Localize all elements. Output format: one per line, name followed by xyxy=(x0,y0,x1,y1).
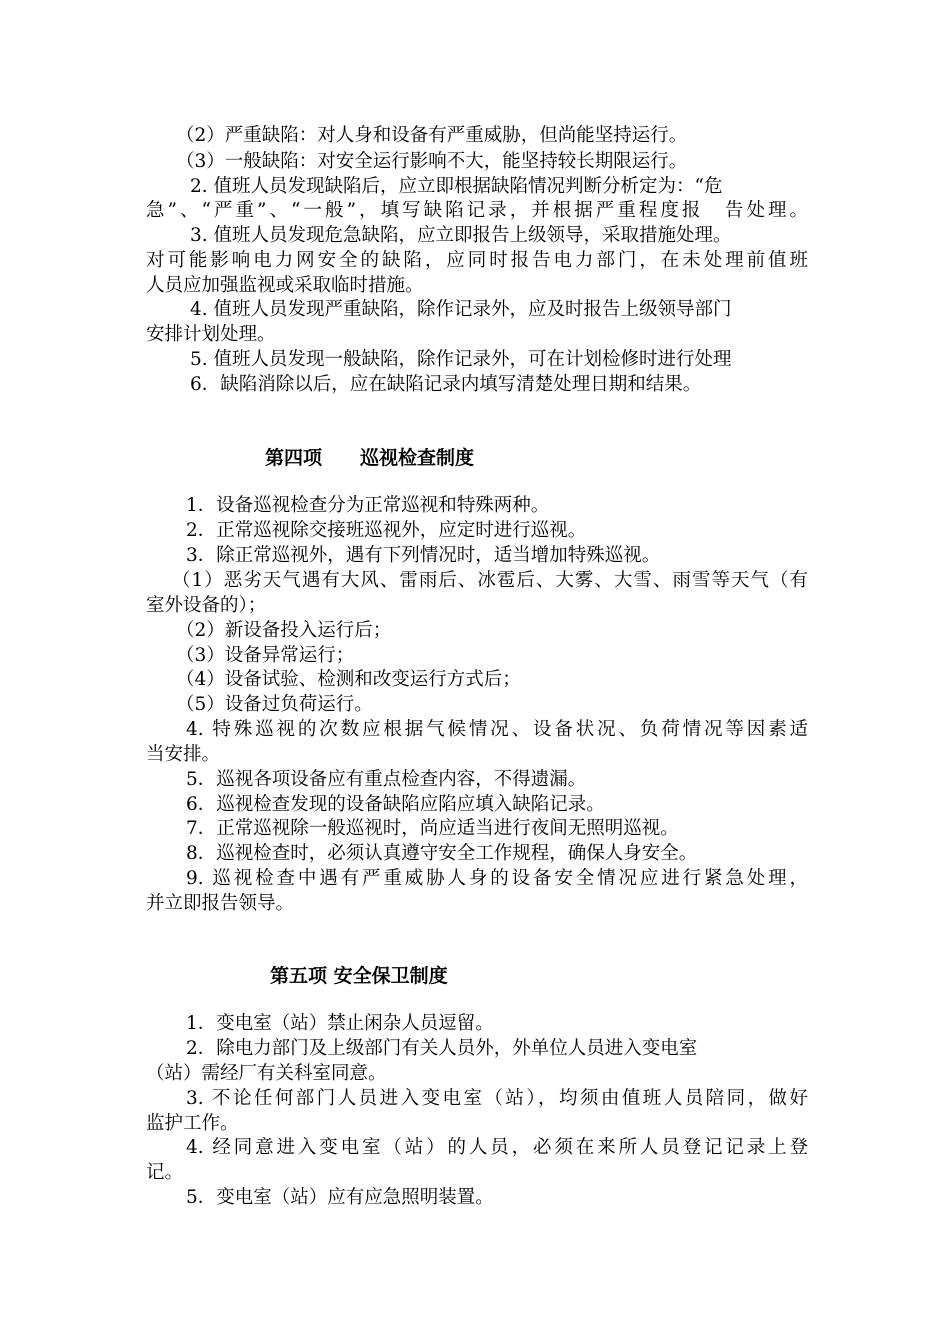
section-4-line-10: 4. 特殊巡视的次数应根据气候情况、设备状况、负荷情况等因素适 xyxy=(186,719,808,740)
section-5-line-4: 3. 不论任何部门人员进入变电室（站），均须由值班人员陪同，做好 xyxy=(186,1088,808,1109)
section-4-line-13: 6．巡视检查发现的设备缺陷应陷应填入缺陷记录。 xyxy=(186,794,605,815)
defect-line-8: 4. 值班人员发现严重缺陷，除作记录外，应及时报告上级领导部门 xyxy=(190,299,732,320)
section-5-line-8: 5．变电室（站）应有应急照明装置。 xyxy=(186,1187,494,1208)
defect-line-6: 对可能影响电力网安全的缺陷，应同时报告电力部门，在未处理前值班 xyxy=(146,250,808,271)
section-5-line-6: 4. 经同意进入变电室（站）的人员，必须在来所人员登记记录上登 xyxy=(186,1137,808,1158)
section-5-heading: 第五项 安全保卫制度 xyxy=(270,965,448,987)
defect-line-10: 5. 值班人员发现一般缺陷，除作记录外，可在计划检修时进行处理 xyxy=(190,349,732,370)
section-4-line-17: 并立即报告领导。 xyxy=(146,893,295,914)
section-4-line-5: 室外设备的）； xyxy=(146,595,267,616)
section-4-line-12: 5．巡视各项设备应有重点检查内容，不得遗漏。 xyxy=(186,769,587,790)
defect-line-9: 安排计划处理。 xyxy=(146,324,276,345)
section-4-line-16: 9. 巡视检查中遇有严重威胁人身的设备安全情况应进行紧急处理， xyxy=(186,868,808,889)
section-4-line-6: （2）新设备投入运行后； xyxy=(176,620,392,641)
section-4-line-1: 1．设备巡视检查分为正常巡视和特殊两种。 xyxy=(186,495,550,516)
defect-line-1: （2）严重缺陷：对人身和设备有严重威胁，但尚能坚持运行。 xyxy=(176,125,688,146)
section-5-line-3: （站）需经厂有关科室同意。 xyxy=(146,1063,387,1084)
section-5-line-1: 1．变电室（站）禁止闲杂人员逗留。 xyxy=(186,1013,494,1034)
section-4-line-4: （1）恶劣天气遇有大风、雷雨后、冰雹后、大雾、大雪、雨雪等天气（有 xyxy=(172,570,808,591)
defect-line-7: 人员应加强监视或采取临时措施。 xyxy=(146,275,424,296)
section-4-line-2: 2．正常巡视除交接班巡视外，应定时进行巡视。 xyxy=(186,520,587,541)
section-4-line-9: （5）设备过负荷运行。 xyxy=(176,694,373,715)
defect-line-11: 6．缺陷消除以后，应在缺陷记录内填写清楚处理日期和结果。 xyxy=(190,374,702,395)
defect-line-3: 2. 值班人员发现缺陷后，应立即根据缺陷情况判断分析定为：“危 xyxy=(190,176,723,197)
section-4-line-15: 8．巡视检查时，必须认真遵守安全工作规程，确保人身安全。 xyxy=(186,843,698,864)
defect-line-2: （3）一般缺陷：对安全运行影响不大，能坚持较长期限运行。 xyxy=(176,151,688,172)
section-4-line-14: 7．正常巡视除一般巡视时，尚应适当进行夜间无照明巡视。 xyxy=(186,818,679,839)
section-4-line-7: （3）设备异常运行； xyxy=(176,645,355,666)
section-4-line-11: 当安排。 xyxy=(146,744,221,765)
section-5-line-5: 监护工作。 xyxy=(146,1113,239,1134)
section-4-line-3: 3．除正常巡视外，遇有下列情况时，适当增加特殊巡视。 xyxy=(186,545,661,566)
defect-line-5: 3. 值班人员发现危急缺陷，应立即报告上级领导，采取措施处理。 xyxy=(190,225,732,246)
section-4-line-8: （4）设备试验、检测和改变运行方式后； xyxy=(176,669,521,690)
section-5-line-7: 记。 xyxy=(146,1162,184,1183)
defect-line-4: 急”、“严重”、“一般”，填写缺陷记录，并根据严重程度报 告处理。 xyxy=(146,200,808,221)
section-4-heading: 第四项 巡视检查制度 xyxy=(265,447,475,469)
section-5-line-2: 2．除电力部门及上级部门有关人员外，外单位人员进入变电室 xyxy=(186,1038,698,1059)
